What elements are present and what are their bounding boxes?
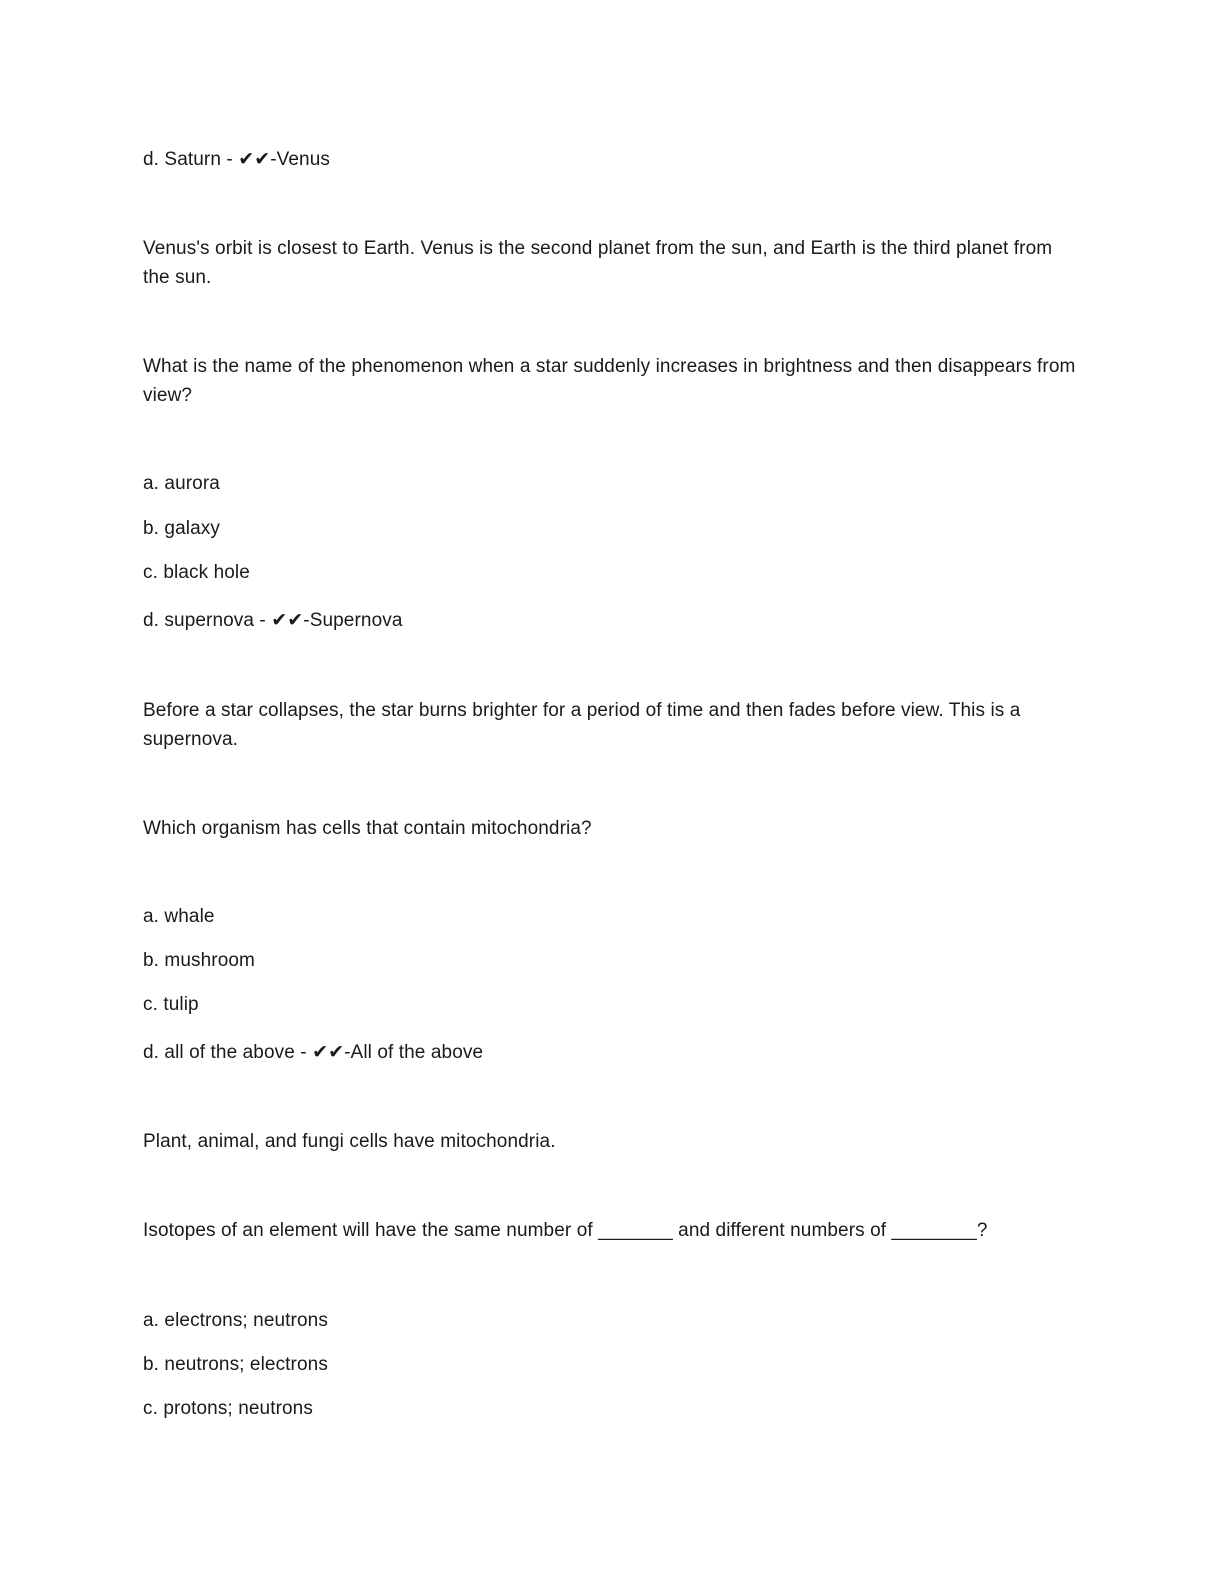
option-line: a. whale — [143, 906, 215, 927]
option-line: c. protons; neutrons — [143, 1398, 313, 1419]
option-line: b. mushroom — [143, 950, 255, 971]
option-line: c. black hole — [143, 562, 250, 583]
option-line: c. tulip — [143, 994, 199, 1015]
option-line: b. neutrons; electrons — [143, 1354, 328, 1375]
answer-line: d. Saturn - ✔✔-Venus — [143, 149, 330, 170]
question-text: What is the name of the phenomenon when a star suddenly increases in brightness and then disappears from view? — [143, 356, 1076, 406]
option-line: a. electrons; neutrons — [143, 1310, 328, 1331]
explanation-text: Plant, animal, and fungi cells have mitochondria. — [143, 1131, 556, 1152]
option-line: a. aurora — [143, 473, 220, 494]
explanation-text: Before a star collapses, the star burns brighter for a period of time and then fades before view. This is a supernova. — [143, 700, 1021, 750]
question-text: Which organism has cells that contain mitochondria? — [143, 818, 592, 839]
answer-line: d. supernova - ✔✔-Supernova — [143, 610, 403, 631]
question-text: Isotopes of an element will have the same number of _______ and different numbers of ________? — [143, 1220, 988, 1241]
explanation-text: Venus's orbit is closest to Earth. Venus is the second planet from the sun, and Earth is the third planet from the sun. — [143, 238, 1053, 288]
answer-line: d. all of the above - ✔✔-All of the above — [143, 1042, 484, 1063]
option-line: b. galaxy — [143, 518, 220, 539]
